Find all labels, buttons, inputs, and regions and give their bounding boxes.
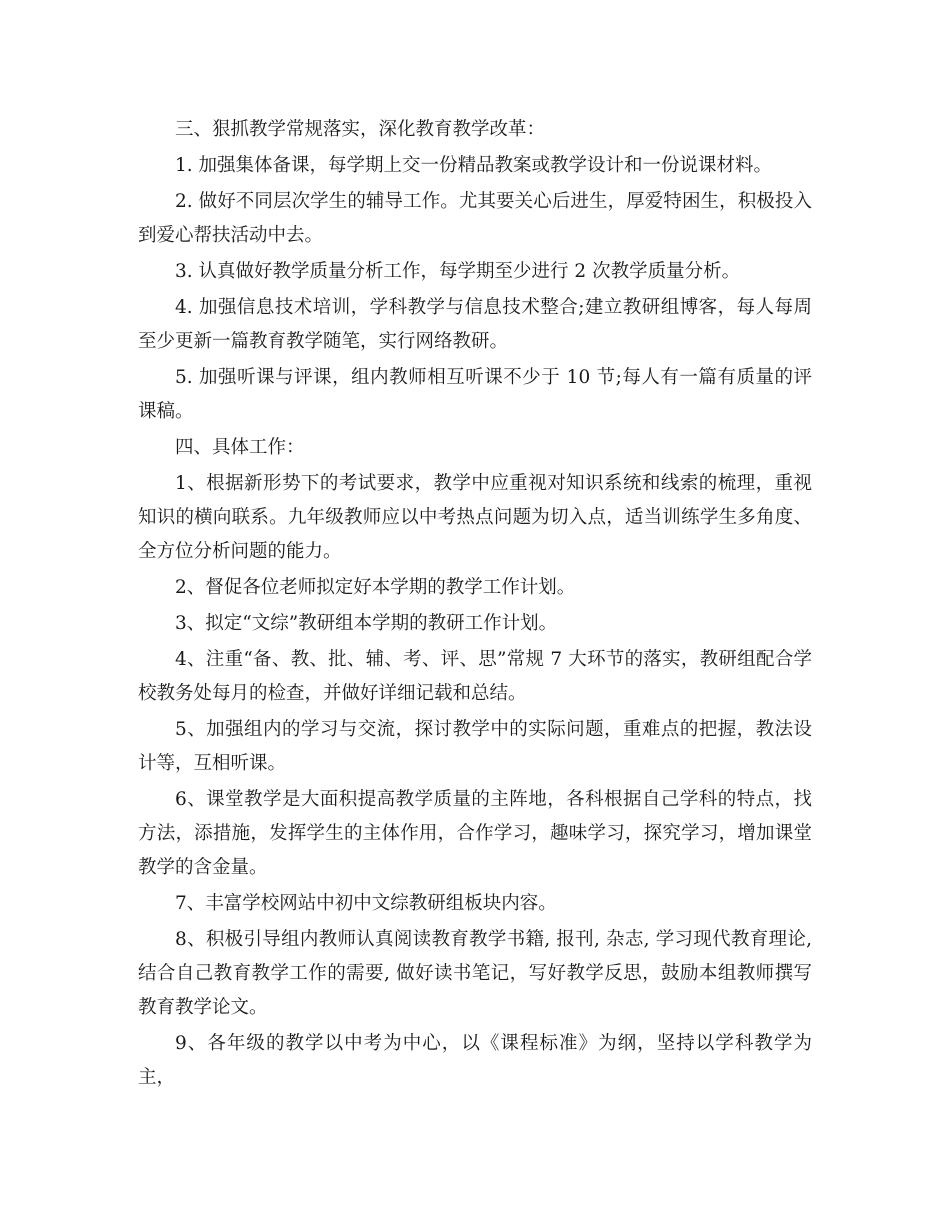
paragraph-item-4-6: 6、课堂教学是大面积提高教学质量的主阵地，各科根据自己学科的特点，找方法，添措施，发挥学生的主体作用，合作学习，趣味学习，探究学习，增加课堂教学的含金量。 (138, 789, 812, 878)
document-body (138, 113, 812, 1097)
paragraph-item-4-5: 5、加强组内的学习与交流，探讨教学中的实际问题，重难点的把握，教法设计等，互相听课。 (138, 719, 812, 774)
section-heading-4: 四、具体工作： (175, 437, 305, 458)
paragraph-item-4-7: 7、丰富学校网站中初中文综教研组板块内容。 (175, 893, 557, 914)
paragraph-item-4-8: 8、积极引导组内教师认真阅读教育教学书籍, 报刊, 杂志, 学习现代教育理论, 结合自己教育教学工作的需要, 做好读书笔记，写好教学反思，鼓励本组教师撰写教育教学论文。 (138, 929, 812, 1018)
paragraph-item-4-2: 2、督促各位老师拟定好本学期的教学工作计划。 (175, 577, 576, 598)
paragraph-item-4-9: 9、各年级的教学以中考为中心，以《课程标准》为纲，坚持以学科教学为主， (138, 1033, 812, 1088)
section-heading-3: 三、狠抓教学常规落实，深化教育教学改革： (175, 119, 546, 140)
paragraph-item-3-2: 2. 做好不同层次学生的辅导工作。尤其要关心后进生，厚爱特困生，积极投入到爱心帮扶活动中去。 (138, 191, 812, 246)
paragraph-item-3-5: 5. 加强听课与评课，组内教师相互听课不少于 10 节;每人有一篇有质量的评课稿。 (138, 367, 812, 422)
paragraph-item-4-4: 4、注重“备、教、批、辅、考、评、思”常规 7 大环节的落实，教研组配合学校教务处每月的检查，并做好详细记载和总结。 (138, 649, 812, 704)
paragraph-item-3-4: 4. 加强信息技术培训，学科教学与信息技术整合;建立教研组博客，每人每周至少更新一篇教育教学随笔，实行网络教研。 (138, 297, 812, 352)
paragraph-item-4-3: 3、拟定“文综”教研组本学期的教研工作计划。 (175, 613, 558, 634)
paragraph-item-4-1: 1、根据新形势下的考试要求，教学中应重视对知识系统和线索的梳理，重视知识的横向联系。九年级教师应以中考热点问题为切入点，适当训练学生多角度、全方位分析问题的能力。 (138, 473, 812, 562)
paragraph-item-3-1: 1. 加强集体备课，每学期上交一份精品教案或教学设计和一份说课材料。 (175, 155, 773, 176)
paragraph-item-3-3: 3. 认真做好教学质量分析工作，每学期至少进行 2 次教学质量分析。 (175, 261, 741, 282)
